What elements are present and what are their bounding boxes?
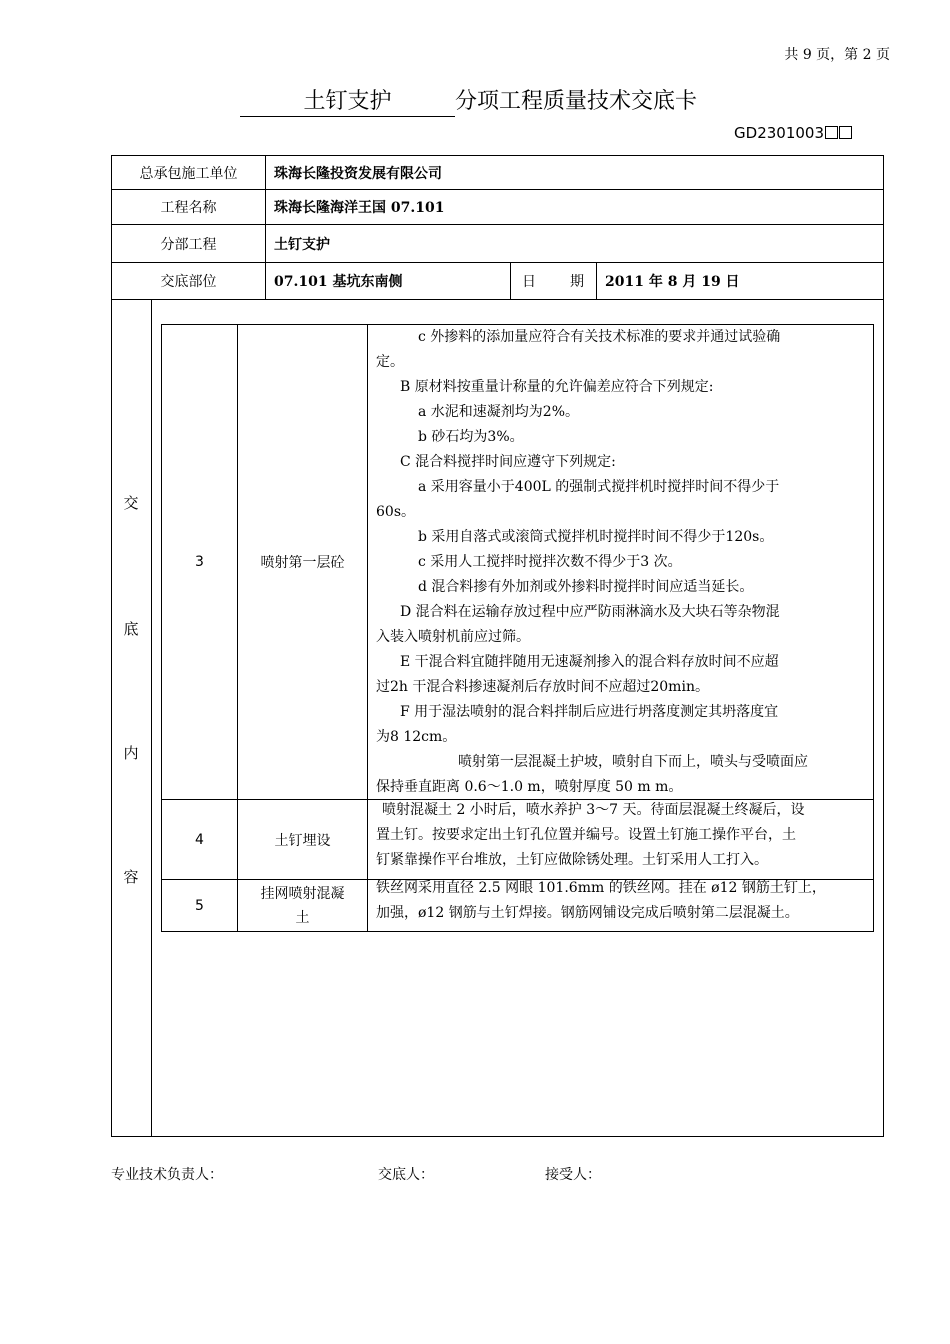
row-content [376,876,871,926]
division-value: 土钉支护 [274,236,330,253]
content-line: b 砂石均为3%。 [418,429,524,445]
document-code [700,124,852,142]
contractor-value: 珠海长隆投资发展有限公司 [274,165,442,182]
title-main: 分项工程质量技术交底卡 [455,89,698,114]
date-label-char-1: 日 [522,274,536,290]
row-item [238,880,367,931]
content-line: c 外掺料的添加量应符合有关技术标准的要求并通过试验确 [418,329,781,345]
content-line: 过2h 干混合料掺速凝剂后存放时间不应超过20min。 [376,679,709,695]
content-line: d 混合料掺有外加剂或外掺料时搅拌时间应适当延长。 [418,579,754,595]
table-border [111,1136,884,1137]
table-border [111,155,112,1136]
inner-table-border [873,324,874,931]
content-line: 喷射混凝土 2 小时后，喷水养护 3～7 天。待面层混凝土终凝后，设 [382,802,805,818]
row-content [376,798,871,873]
table-border [111,299,884,300]
table-border [883,155,884,1136]
content-line: 喷射第一层混凝土护坡，喷射自下而上，喷头与受喷面应 [458,754,808,770]
row-number: 3 [195,554,204,570]
content-line: a 水泥和速凝剂均为2%。 [418,404,580,420]
content-line: a 采用容量小于400L 的强制式搅拌机时搅拌时间不得少于 [418,479,780,495]
content-line: B 原材料按重量计称量的允许偏差应符合下列规定: [400,379,714,395]
location-value: 07.101 基坑东南侧 [274,274,403,290]
content-line: 定。 [376,354,404,370]
inner-table-border [161,931,874,932]
content-line: 钉紧靠操作平台堆放，土钉应做除锈处理。土钉采用人工打入。 [376,852,768,868]
row-content [376,325,871,800]
content-line: C 混合料搅拌时间应遵守下列规定: [400,454,616,470]
checkbox-square-icon [825,126,838,139]
content-line: F 用于湿法喷射的混合料拌制后应进行坍落度测定其坍落度宜 [400,704,779,720]
content-line: 为8 12cm。 [376,729,457,745]
content-line: D 混合料在运输存放过程中应严防雨淋滴水及大块石等杂物混 [400,604,780,620]
content-line: 60s。 [376,504,415,520]
row-item-line: 土 [295,909,310,926]
side-label-char: 内 [123,744,139,762]
project-name-label: 工程名称 [160,200,217,216]
tech-lead-signature-label: 专业技术负责人： [111,1167,223,1183]
side-label-char: 底 [123,620,139,638]
row-number: 4 [195,831,204,848]
content-line: b 采用自落式或滚筒式搅拌机时搅拌时间不得少于120s。 [418,529,774,545]
contractor-label: 总承包施工单位 [139,165,238,182]
date-value: 2011 年 8 月 19 日 [605,274,740,290]
inner-table-border [367,324,368,931]
side-label-char: 容 [123,868,139,886]
title-fill: 土钉支护 [240,84,455,117]
content-line: 置土钉。按要求定出土钉孔位置并编号。设置土钉施工操作平台，土 [376,827,796,843]
row-item: 土钉埋设 [274,832,331,849]
row-item-line: 挂网喷射混凝 [260,885,345,902]
content-line: 保持垂直距离 0.6～1.0 m，喷射厚度 50 m m。 [376,779,683,795]
page-title [240,84,760,117]
table-border [151,299,152,1136]
row-number: 5 [195,897,204,914]
content-line: 铁丝网采用直径 2.5 网眼 101.6mm 的铁丝网。挂在 ø12 钢筋土钉上， [376,880,826,896]
discloser-signature-label: 交底人： [378,1167,434,1183]
division-label: 分部工程 [160,236,217,253]
receiver-signature-label: 接受人： [545,1167,601,1183]
location-label: 交底部位 [160,274,217,290]
page-number: 共 9 页，第 2 页 [784,47,890,63]
content-line: c 采用人工搅拌时搅拌次数不得少于3 次。 [418,554,682,570]
date-label-char-2: 期 [570,274,584,290]
side-label-char: 交 [123,494,139,512]
content-line: E 干混合料宜随拌随用无速凝剂掺入的混合料存放时间不应超 [400,654,779,670]
row-item: 喷射第一层砼 [260,555,345,571]
content-line: 入装入喷射机前应过筛。 [376,629,530,645]
document-code-text: GD2301003 [734,124,824,142]
project-name-value: 珠海长隆海洋王国 07.101 [274,200,445,216]
content-line: 加强，ø12 钢筋与土钉焊接。钢筋网铺设完成后喷射第二层混凝土。 [376,905,799,921]
checkbox-square-icon [839,126,852,139]
